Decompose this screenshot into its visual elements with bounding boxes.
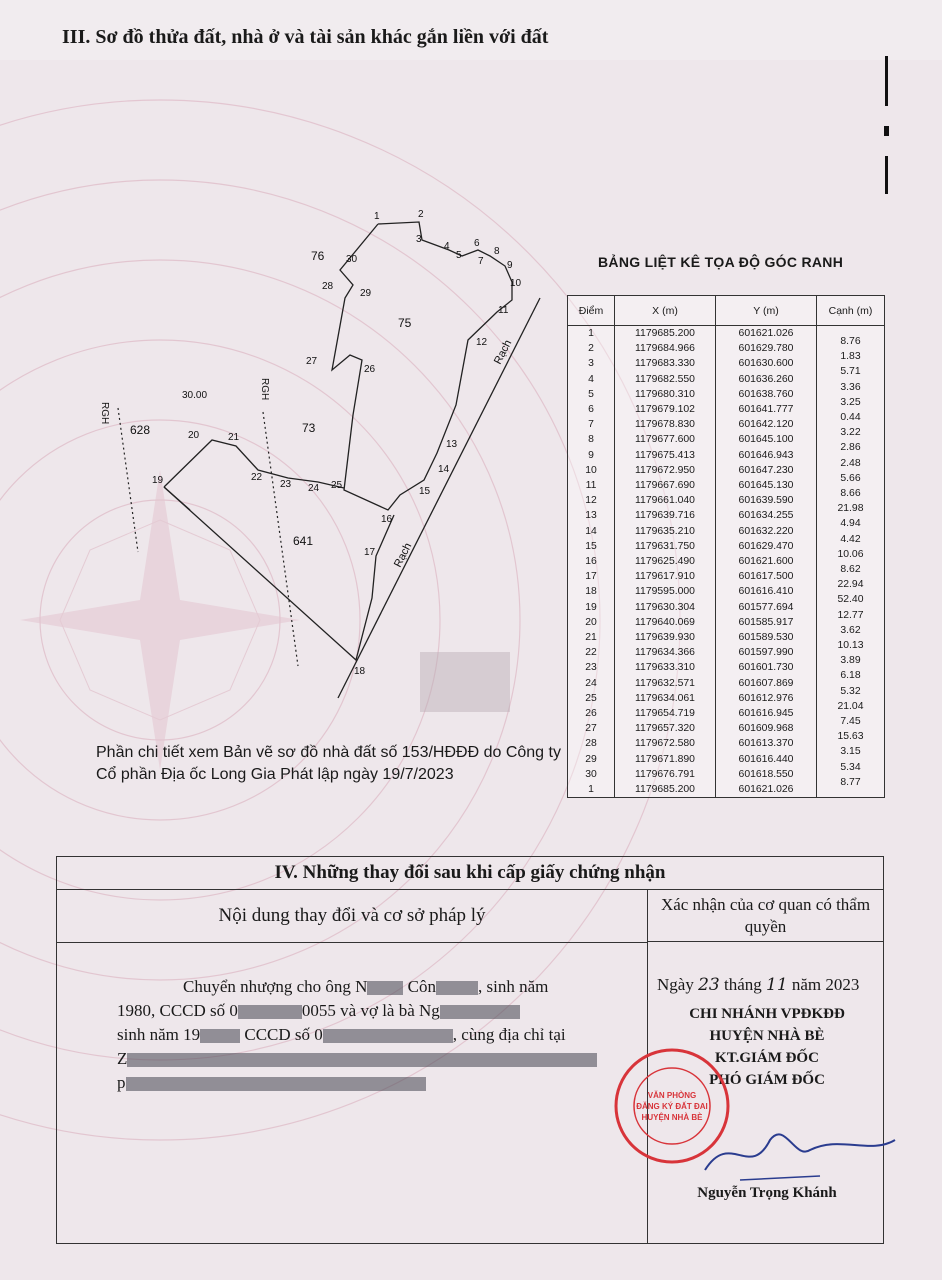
change-line-4a: Z	[117, 1049, 128, 1068]
plot-point-label: 19	[152, 475, 164, 486]
signer-name: Nguyễn Trọng Khánh	[697, 1185, 837, 1201]
section-4-title: IV. Những thay đổi sau khi cấp giấy chứng nhận	[57, 857, 883, 890]
coordinate-table	[567, 295, 885, 798]
canal-label-upper: Rạch	[491, 338, 515, 367]
x-value: 1179675.413	[615, 448, 716, 463]
plot-point-label: 4	[444, 241, 450, 252]
plot-point-label: 12	[476, 337, 488, 348]
x-value: 1179661.040	[615, 493, 716, 508]
plot-point-label: 14	[438, 464, 450, 475]
point-id: 21	[568, 630, 615, 645]
point-id: 27	[568, 721, 615, 736]
plot-point-label: 24	[308, 483, 320, 494]
coordinate-row	[568, 326, 885, 342]
point-id: 8	[568, 432, 615, 447]
x-value: 1179682.550	[615, 372, 716, 387]
edge-length: 22.94	[817, 577, 885, 592]
plot-point-label: 2	[418, 209, 424, 220]
plot-point-label: 8	[494, 246, 500, 257]
date-month: 11	[766, 975, 788, 995]
plot-point-label: 27	[306, 356, 318, 367]
point-id: 6	[568, 402, 615, 417]
point-id: 10	[568, 463, 615, 478]
header-x: X (m)	[615, 296, 716, 326]
edge-length: 8.66	[817, 486, 885, 501]
point-id: 29	[568, 752, 615, 767]
point-id: 24	[568, 676, 615, 691]
edge-length: 4.94	[817, 516, 885, 531]
point-id: 20	[568, 615, 615, 630]
x-value: 1179683.330	[615, 356, 716, 371]
point-id: 18	[568, 584, 615, 599]
y-value: 601609.968	[716, 721, 817, 736]
edge-length: 5.32	[817, 684, 885, 699]
x-value: 1179654.719	[615, 706, 716, 721]
edge-length: 2.48	[817, 456, 885, 471]
x-value: 1179631.750	[615, 539, 716, 554]
x-value: 1179672.580	[615, 736, 716, 751]
canal-label-lower: Rạch	[391, 541, 415, 570]
plot-point-label: 6	[474, 238, 480, 249]
coordinate-table-title: BẢNG LIỆT KÊ TỌA ĐỘ GÓC RANH	[598, 254, 844, 270]
x-value: 1179679.102	[615, 402, 716, 417]
edge-length: 5.71	[817, 364, 885, 379]
y-value: 601638.760	[716, 387, 817, 402]
plot-point-label: 30	[346, 254, 358, 265]
office-line-2: HUYỆN NHÀ BÈ	[709, 1028, 825, 1044]
edge-length: 0.44	[817, 410, 885, 425]
point-id: 19	[568, 600, 615, 615]
svg-text:VĂN PHÒNG: VĂN PHÒNG	[647, 1091, 697, 1100]
point-id: 1	[568, 782, 615, 798]
redaction	[200, 1029, 240, 1043]
plot-point-label: 10	[510, 278, 522, 289]
road-width-label: 30.00	[182, 390, 208, 401]
edge-length: 3.36	[817, 380, 885, 395]
redaction	[126, 1077, 426, 1091]
change-line-1a: Chuyển nhượng cho ông N	[183, 977, 368, 996]
y-value: 601634.255	[716, 508, 817, 523]
redaction	[323, 1029, 453, 1043]
x-value: 1179657.320	[615, 721, 716, 736]
plot-point-label: 16	[381, 514, 393, 525]
y-value: 601612.976	[716, 691, 817, 706]
point-id: 30	[568, 767, 615, 782]
edge-length: 4.42	[817, 532, 885, 547]
x-value: 1179635.210	[615, 524, 716, 539]
y-value: 601639.590	[716, 493, 817, 508]
x-value: 1179634.061	[615, 691, 716, 706]
y-value: 601632.220	[716, 524, 817, 539]
redaction	[238, 1005, 302, 1019]
x-value: 1179685.200	[615, 782, 716, 798]
edge-length: 3.15	[817, 744, 885, 759]
signature	[700, 1110, 900, 1190]
date-month-word: tháng	[723, 975, 762, 994]
plot-point-label: 22	[251, 472, 263, 483]
x-value: 1179672.950	[615, 463, 716, 478]
point-id: 7	[568, 417, 615, 432]
plot-point-label: 29	[360, 288, 372, 299]
x-value: 1179625.490	[615, 554, 716, 569]
change-line-3a: sinh năm 19	[117, 1025, 201, 1044]
y-value: 601577.694	[716, 600, 817, 615]
parcel-label-73: 73	[302, 421, 316, 435]
x-value: 1179617.910	[615, 569, 716, 584]
y-value: 601645.100	[716, 432, 817, 447]
edge-length: 8.62	[817, 562, 885, 577]
edge-length: 1.83	[817, 349, 885, 364]
point-id: 14	[568, 524, 615, 539]
point-id: 11	[568, 478, 615, 493]
parcel-label-641: 641	[293, 534, 314, 548]
point-id: 17	[568, 569, 615, 584]
blurred-patch	[420, 652, 510, 712]
date-prefix: Ngày	[657, 975, 694, 994]
confirmation-date	[657, 975, 859, 995]
edge-length: 3.25	[817, 395, 885, 410]
plot-point-label: 11	[498, 305, 509, 316]
edge-length: 5.34	[817, 760, 885, 775]
x-value: 1179671.890	[615, 752, 716, 767]
change-line-1c: , sinh năm	[478, 977, 549, 996]
changes-column-header: Nội dung thay đổi và cơ sở pháp lý	[57, 890, 647, 943]
point-id: 2	[568, 341, 615, 356]
x-value: 1179634.366	[615, 645, 716, 660]
y-value: 601621.026	[716, 326, 817, 342]
x-value: 1179595.000	[615, 584, 716, 599]
change-line-1b: Côn	[407, 977, 437, 996]
x-value: 1179684.966	[615, 341, 716, 356]
point-id: 12	[568, 493, 615, 508]
point-id: 5	[568, 387, 615, 402]
change-line-2b: 0055 và vợ là bà Ng	[301, 1001, 440, 1020]
point-id: 23	[568, 660, 615, 675]
y-value: 601616.945	[716, 706, 817, 721]
x-value: 1179640.069	[615, 615, 716, 630]
y-value: 601621.600	[716, 554, 817, 569]
edge-length: 12.77	[817, 608, 885, 623]
point-id: 22	[568, 645, 615, 660]
edge-length: 3.22	[817, 425, 885, 440]
edge-length: 15.63	[817, 729, 885, 744]
section-3-title: III. Sơ đồ thửa đất, nhà ở và tài sản khác gắn liền với đất	[62, 26, 549, 48]
parcel-label-76: 76	[311, 249, 325, 263]
parcel-641-boundary	[164, 487, 394, 660]
y-value: 601585.917	[716, 615, 817, 630]
y-value: 601641.777	[716, 402, 817, 417]
y-value: 601630.600	[716, 356, 817, 371]
plot-point-label: 23	[280, 479, 292, 490]
plot-point-label: 28	[322, 281, 334, 292]
redaction	[367, 981, 403, 995]
y-value: 601645.130	[716, 478, 817, 493]
plot-point-label: 20	[188, 430, 200, 441]
date-year: năm 2023	[791, 975, 860, 994]
x-value: 1179676.791	[615, 767, 716, 782]
edge-length: 10.06	[817, 547, 885, 562]
edge-length	[817, 790, 885, 806]
plot-point-label: 13	[446, 439, 458, 450]
plot-point-label: 17	[364, 547, 376, 558]
change-line-3b: CCCD số 0	[244, 1025, 323, 1044]
point-id: 16	[568, 554, 615, 569]
detail-note: Phần chi tiết xem Bản vẽ sơ đồ nhà đất số 153/HĐĐĐ do Công ty Cổ phần Địa ốc Long Gia Phát lập ngày 19/7/2023	[96, 744, 561, 783]
office-line-1: CHI NHÁNH VPĐKĐĐ	[689, 1006, 845, 1022]
y-value: 601601.730	[716, 660, 817, 675]
plot-point-label: 18	[354, 666, 366, 677]
point-id: 3	[568, 356, 615, 371]
edge-length: 3.62	[817, 623, 885, 638]
plot-point-label: 25	[331, 480, 343, 491]
edge-length: 7.45	[817, 714, 885, 729]
plot-point-label: 1	[374, 211, 380, 222]
edge-length: 6.18	[817, 668, 885, 683]
parcel-label-628: 628	[130, 423, 151, 437]
y-value: 601617.500	[716, 569, 817, 584]
x-value: 1179685.200	[615, 326, 716, 342]
y-value: 601636.260	[716, 372, 817, 387]
change-line-5a: p	[117, 1073, 126, 1092]
canal-line	[338, 298, 540, 698]
edge-length: 5.66	[817, 471, 885, 486]
x-value: 1179678.830	[615, 417, 716, 432]
edge-length: 10.13	[817, 638, 885, 653]
road-mark-right: RGH	[259, 378, 270, 401]
edge-length: 8.77	[817, 775, 885, 790]
plot-edge-19	[164, 487, 190, 510]
redaction	[127, 1053, 597, 1067]
y-value: 601597.990	[716, 645, 817, 660]
edge-length: 21.98	[817, 501, 885, 516]
y-value: 601642.120	[716, 417, 817, 432]
office-line-4: PHÓ GIÁM ĐỐC	[709, 1072, 825, 1088]
road-mark-left: RGH	[99, 402, 110, 425]
y-value: 601618.550	[716, 767, 817, 782]
header-y: Y (m)	[716, 296, 817, 326]
x-value: 1179633.310	[615, 660, 716, 675]
point-id: 26	[568, 706, 615, 721]
redaction	[436, 981, 478, 995]
y-value: 601629.780	[716, 341, 817, 356]
plot-point-label: 5	[456, 250, 462, 261]
redaction	[440, 1005, 520, 1019]
plot-point-label: 21	[228, 432, 240, 443]
svg-text:HUYỆN NHÀ BÈ: HUYỆN NHÀ BÈ	[641, 1113, 703, 1122]
date-day: 23	[698, 975, 720, 995]
x-value: 1179680.310	[615, 387, 716, 402]
point-id: 15	[568, 539, 615, 554]
y-value: 601616.410	[716, 584, 817, 599]
x-value: 1179667.690	[615, 478, 716, 493]
x-value: 1179639.930	[615, 630, 716, 645]
edge-length: 8.76	[817, 334, 885, 350]
y-value: 601629.470	[716, 539, 817, 554]
y-value: 601613.370	[716, 736, 817, 751]
change-content	[117, 975, 637, 1095]
change-line-3c: , cùng địa chỉ tại	[452, 1025, 566, 1044]
point-id: 25	[568, 691, 615, 706]
edge-length: 21.04	[817, 699, 885, 714]
x-value: 1179632.571	[615, 676, 716, 691]
y-value: 601589.530	[716, 630, 817, 645]
edge-length: 2.86	[817, 440, 885, 455]
point-id: 28	[568, 736, 615, 751]
plot-point-label: 9	[507, 260, 513, 271]
change-line-2a: 1980, CCCD số 0	[117, 1001, 238, 1020]
x-value: 1179677.600	[615, 432, 716, 447]
edge-length: 52.40	[817, 592, 885, 607]
y-value: 601646.943	[716, 448, 817, 463]
x-value: 1179630.304	[615, 600, 716, 615]
point-id: 9	[568, 448, 615, 463]
y-value: 601616.440	[716, 752, 817, 767]
point-id: 4	[568, 372, 615, 387]
header-edge: Cạnh (m)	[817, 296, 885, 326]
plot-point-label: 3	[416, 234, 422, 245]
plot-point-label: 26	[364, 364, 376, 375]
point-id: 13	[568, 508, 615, 523]
y-value: 601621.026	[716, 782, 817, 798]
parcel-label-75: 75	[398, 316, 412, 330]
y-value: 601647.230	[716, 463, 817, 478]
plot-point-label: 7	[478, 256, 484, 267]
point-id: 1	[568, 326, 615, 342]
edge-length: 3.89	[817, 653, 885, 668]
plot-point-label: 15	[419, 486, 431, 497]
office-line-3: KT.GIÁM ĐỐC	[715, 1050, 819, 1066]
svg-text:ĐĂNG KÝ ĐẤT ĐAI: ĐĂNG KÝ ĐẤT ĐAI	[636, 1102, 708, 1111]
x-value: 1179639.716	[615, 508, 716, 523]
confirmation-column-header: Xác nhận của cơ quan có thẩm quyền	[647, 890, 883, 942]
y-value: 601607.869	[716, 676, 817, 691]
header-point: Điểm	[568, 296, 615, 326]
parcel-75-boundary	[332, 222, 515, 510]
